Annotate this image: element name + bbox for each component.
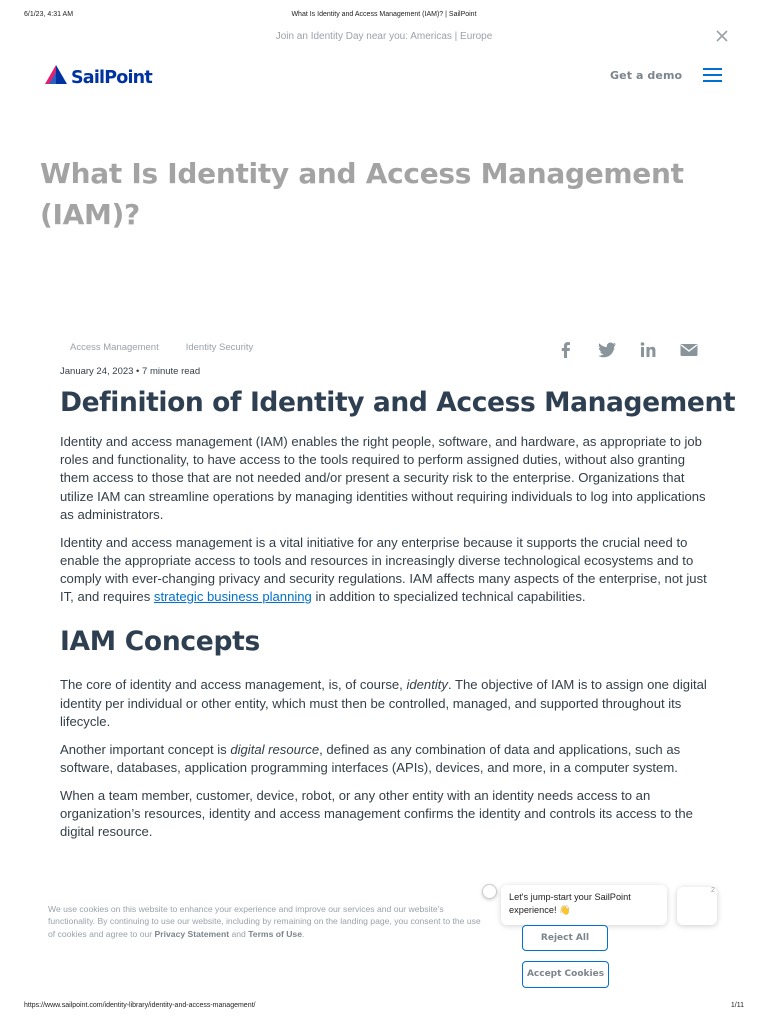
emphasis-digital-resource: digital resource: [230, 741, 320, 757]
strategic-planning-link[interactable]: strategic business planning: [153, 589, 312, 605]
share-bar: [556, 341, 699, 359]
email-icon[interactable]: [679, 341, 699, 359]
chat-close-dot[interactable]: [482, 884, 497, 899]
print-page-number: 1/11: [730, 1002, 744, 1009]
tag-identity-security[interactable]: Identity Security: [185, 342, 254, 353]
announcement-bar[interactable]: Join an Identity Day near you: Americas | Europe: [275, 31, 493, 42]
section-heading-concepts: IAM Concepts: [60, 626, 260, 658]
linkedin-icon[interactable]: [638, 341, 658, 359]
paragraph-text: . The objective of IAM is to assign one digital identity per individual or other entity, which must then be controlled, managed, and supported throughout its lifecycle.: [60, 677, 707, 729]
close-icon[interactable]: [714, 28, 730, 44]
cookie-text: We use cookies on this website to enhance your experience and improve our services and our website’s functionality. By continuing to use our website, including by remaining on the landing page, you consent to the use of cookies and agree to our: [48, 904, 481, 939]
print-header: [0, 11, 768, 23]
chat-notification-count: 2: [711, 887, 715, 894]
hamburger-menu-icon[interactable]: [703, 67, 722, 83]
section-heading-definition: Definition of Identity and Access Management: [60, 387, 736, 418]
paragraph-text: in addition to specialized technical capabilities.: [311, 589, 586, 605]
article-meta: January 24, 2023 • 7 minute read: [60, 366, 201, 377]
hero-title: What Is Identity and Access Management (IAM)?: [40, 157, 684, 231]
sailpoint-logo[interactable]: [44, 64, 152, 91]
chat-bubble[interactable]: Let's jump-start your SailPoint experience! 👋: [501, 885, 667, 925]
emphasis-identity: identity: [406, 677, 448, 693]
sailpoint-logo-icon: [44, 64, 68, 91]
accept-cookies-button[interactable]: Accept Cookies: [522, 961, 609, 988]
tag-list: [70, 342, 253, 353]
cookie-text-period: .: [302, 928, 305, 939]
get-demo-link[interactable]: Get a demo: [610, 69, 683, 82]
paragraph-digital-resource: [60, 741, 710, 777]
paragraph-text: Identity and access management is a vital initiative for any enterprise because it supports the crucial need to enable the appropriate access to tools and resources in increasingly diverse technological ecosystems and to comply with ever-changing privacy and security regulations. IAM affects many aspects of the enterprise, not just IT, and requires: [60, 534, 707, 605]
cookie-banner-text: [48, 903, 483, 940]
tag-access-management[interactable]: Access Management: [70, 342, 159, 353]
paragraph-definition: Identity and access management (IAM) enables the right people, software, and hardware, as appropriate to job roles and functionality, to have access to the tools required to perform assigned duties, without also granting them access to those that are not needed and/or present a security risk to the enterprise. Organizations that utilize IAM can streamline operations by managing identities without requiring individuals to log into applications as administrators.: [60, 434, 706, 522]
paragraph-text: The core of identity and access management, is, of course,: [60, 677, 407, 693]
paragraph-importance: [60, 534, 710, 607]
logo-text: SailPoint: [71, 67, 152, 88]
print-url: https://www.sailpoint.com/identity-library/identity-and-access-management/: [24, 1002, 256, 1009]
paragraph-text: Another important concept is: [60, 741, 231, 757]
print-datetime: 6/1/23, 4:31 AM: [24, 11, 74, 18]
facebook-icon[interactable]: [556, 341, 576, 359]
privacy-statement-link[interactable]: Privacy Statement: [154, 928, 230, 939]
reject-all-button[interactable]: Reject All: [522, 925, 608, 951]
article-body: [60, 384, 736, 851]
paragraph-text: , defined as any combination of data and applications, such as software, databases, application programming interfaces (APIs), devices, and more, in a computer system.: [60, 741, 681, 775]
twitter-icon[interactable]: [597, 341, 617, 359]
terms-of-use-link[interactable]: Terms of Use: [248, 928, 302, 939]
print-page-title: What Is Identity and Access Management (IAM)? | SailPoint: [291, 11, 477, 18]
cookie-text-and: and: [231, 928, 246, 939]
paragraph-identity: [60, 676, 710, 731]
paragraph-access: When a team member, customer, device, robot, or any other entity with an identity needs access to an organization’s resources, identity and access management confirms the identity and controls its access to the digital resource.: [60, 787, 693, 840]
